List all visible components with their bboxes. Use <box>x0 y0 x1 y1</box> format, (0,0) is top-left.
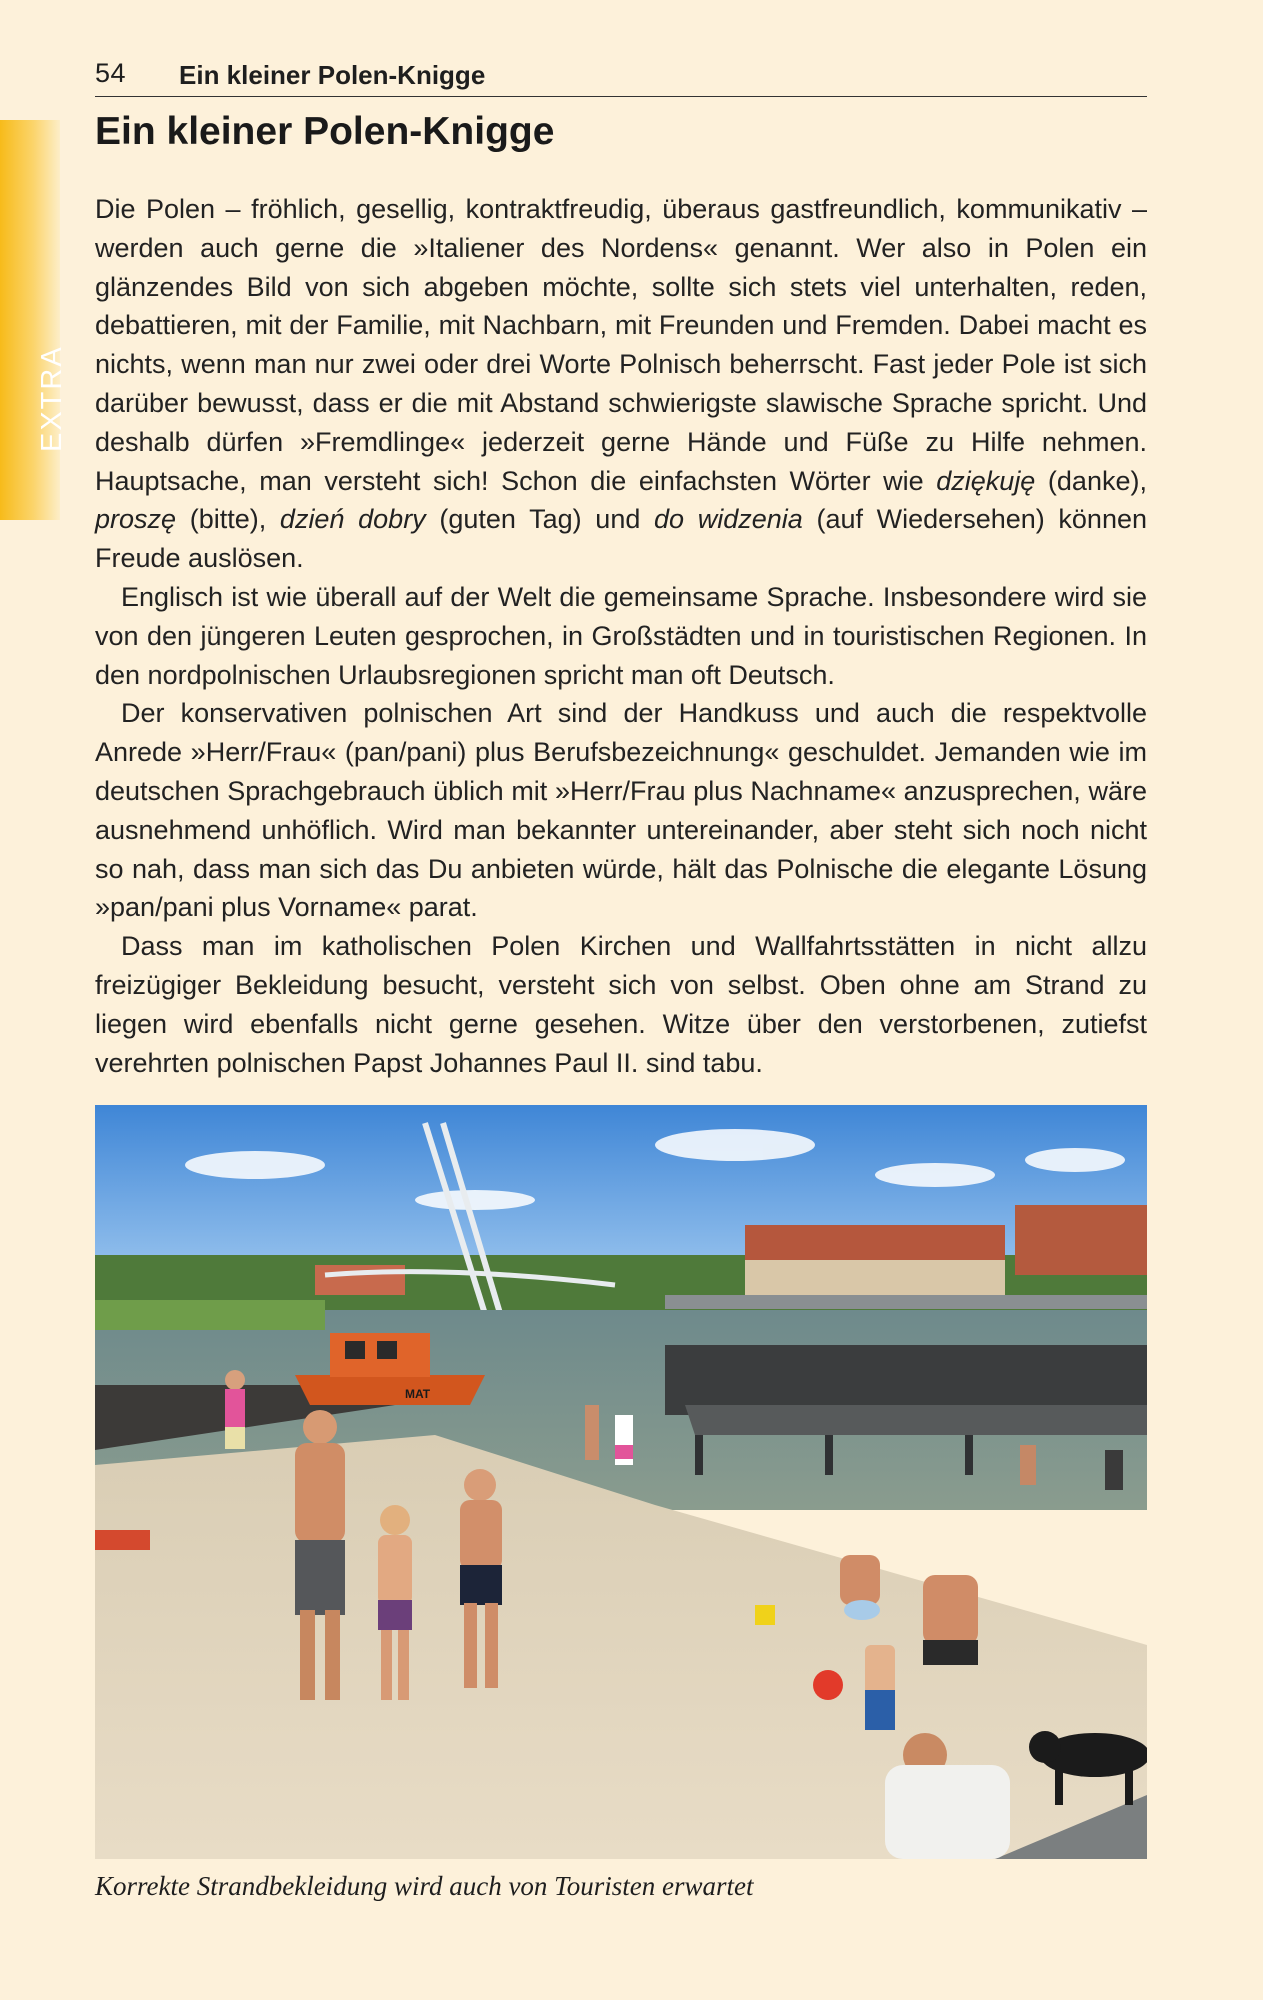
boat-marking: MAT <box>405 1387 431 1401</box>
polish-word-good-day: dzień dobry <box>279 504 426 535</box>
extra-side-tab <box>0 120 60 520</box>
extra-tab-label: EXTRA <box>36 345 68 452</box>
paragraph-3: Der konservativen polnischen Art sind der Handkuss und auch die respektvolle Anrede »Herr/Frau« (pan/pani) plus Berufsbezeichnung« geschuldet. Jemanden wie im deutschen Sprachgebrauch üblich mit »Herr/Frau plus Nachname« anzusprechen, wäre ausnehmend unhöflich. Wird man bekannter untereinander, aber steht sich noch nicht so nah, dass man sich das Du anbieten würde, hält das Polnische die elegante Lösung »pan/pani plus Vorname« parat. <box>95 698 1147 923</box>
paragraph-1-text-e: (auf Wiedersehen) können Freude auslösen. <box>95 504 1147 574</box>
article-body <box>95 190 1147 1082</box>
paragraph-1-text-c: (bitte), <box>176 504 280 535</box>
paragraph-1 <box>95 190 1147 578</box>
polish-word-goodbye: do widzenia <box>654 504 803 535</box>
paragraph-2: Englisch ist wie überall auf der Welt die gemeinsame Sprache. Insbesondere wird sie von den jüngeren Leuten gesprochen, in Großstädten und in touristischen Regionen. In den nordpolnischen Urlaubsregionen spricht man oft Deutsch. <box>95 581 1147 690</box>
paragraph-1-text-b: (danke), <box>1035 465 1147 496</box>
red-roof-buildings <box>745 1225 1005 1265</box>
beach-photo <box>95 1105 1147 1859</box>
polish-word-thank-you: dziękuję <box>936 465 1036 496</box>
article-title: Ein kleiner Polen-Knigge <box>95 110 555 153</box>
running-header <box>95 58 1147 97</box>
running-title: Ein kleiner Polen-Knigge <box>179 60 486 90</box>
paragraph-4: Dass man im katholischen Polen Kirchen und Wallfahrtsstätten in nicht allzu freizügiger Bekleidung besucht, versteht sich von selbst. Oben ohne am Strand zu liegen wird ebenfalls nicht gerne gesehen. Witze über den verstorbenen, zutiefst verehrten polnischen Papst Johannes Paul II. sind tabu. <box>95 931 1147 1078</box>
page-number: 54 <box>95 58 127 88</box>
paragraph-1-text-a: Die Polen – fröhlich, gesellig, kontraktfreudig, überaus gastfreundlich, kommunikativ – werden auch gerne die »Italiener des Nordens« genannt. Wer also in Polen ein glänzendes Bild von sich abgeben möchte, sollte sich stets viel unterhalten, reden, debattieren, mit der Familie, mit Nachbarn, mit Freunden und Fremden. Dabei macht es nichts, wenn man nur zwei oder drei Worte Polnisch beherrscht. Fast jeder Pole ist sich darüber bewusst, dass er die mit Abstand schwierigste slawische Sprache spricht. Und deshalb dürfen »Fremdlinge« jederzeit gerne Hände und Füße zu Hilfe nehmen. Hauptsache, man versteht sich! Schon die einfachsten Wörter wie <box>95 194 1147 496</box>
paragraph-1-text-d: (guten Tag) und <box>425 504 655 535</box>
polish-word-please: proszę <box>95 504 177 535</box>
photo-caption: Korrekte Strandbekleidung wird auch von Touristen erwartet <box>95 1871 754 1901</box>
